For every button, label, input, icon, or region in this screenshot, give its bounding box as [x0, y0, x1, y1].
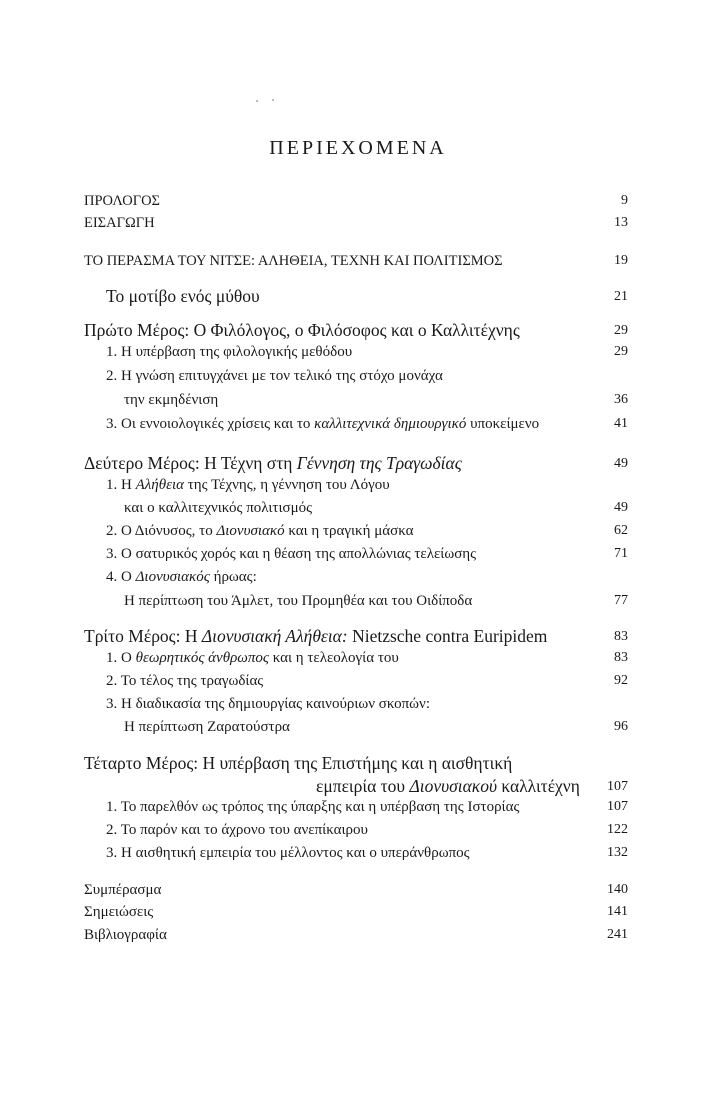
- page-title: ΠΕΡΙΕΧΟΜΕΝΑ: [269, 137, 447, 159]
- toc-page-number: 141: [607, 904, 628, 919]
- title-emphasis: Διονυσιακό: [216, 523, 285, 539]
- toc-entry-title: ΕΙΣΑΓΩΓΗ: [84, 215, 155, 231]
- toc-entry: [84, 368, 628, 390]
- toc-entry-title: Βιβλιογραφία: [84, 927, 167, 943]
- toc-page-number: 62: [614, 523, 628, 538]
- title-part: καλλιτέχνη: [496, 776, 580, 796]
- toc-page-number: 41: [614, 416, 628, 431]
- toc-entry: [84, 776, 628, 798]
- toc-page-number: 29: [614, 344, 628, 359]
- toc-page-number: 49: [614, 500, 628, 515]
- toc-entry: [84, 453, 628, 475]
- toc-page-number: 107: [607, 799, 628, 814]
- toc-page-number: 83: [614, 650, 628, 665]
- toc-entry: [84, 593, 628, 615]
- toc-page-number: 49: [614, 456, 628, 471]
- toc-entry: [84, 626, 628, 648]
- title-part: και η τραγική μάσκα: [284, 523, 414, 539]
- toc-page-number: 21: [614, 289, 628, 304]
- toc-entry-title: [106, 523, 414, 540]
- toc-entry: [84, 904, 628, 926]
- toc-entry-title: 1. Η υπέρβαση της φιλολογικής μεθόδου: [106, 344, 353, 360]
- toc-entry: [84, 344, 628, 366]
- title-emphasis: Γέννηση της Τραγωδίας: [296, 453, 462, 473]
- toc-page-number: 9: [621, 193, 628, 208]
- scan-speck: [256, 100, 258, 102]
- toc-entry-title: 2. Το παρόν και το άχρονο του ανεπίκαιρου: [106, 822, 368, 838]
- toc-entry-title: Συμπέρασμα: [84, 882, 162, 898]
- toc-entry: [84, 882, 628, 904]
- title-emphasis: Αλήθεια: [135, 477, 185, 493]
- toc-entry-title: 3. Ο σατυρικός χορός και η θέαση της απολλώνιας τελείωσης: [106, 546, 477, 562]
- toc-entry: [84, 569, 628, 591]
- title-part: εμπειρία του: [316, 776, 410, 796]
- toc-entry-title: 3. Η διαδικασία της δημιουργίας καινούριων σκοπών:: [106, 696, 431, 712]
- toc-page-number: 13: [614, 215, 628, 230]
- toc-entry: [84, 500, 628, 522]
- toc-entry: [84, 753, 628, 775]
- toc-page-number: 122: [607, 822, 628, 837]
- title-part: Τρίτο Μέρος: Η: [84, 626, 202, 646]
- toc-entry-title: [106, 477, 390, 494]
- title-part: υποκείμενο: [466, 416, 540, 432]
- toc-entry-title: ΤΟ ΠΕΡΑΣΜΑ ΤΟΥ ΝΙΤΣΕ: ΑΛΗΘΕΙΑ, ΤΕΧΝΗ ΚΑΙ ΠΟΛΙΤΙΣΜΟΣ: [84, 253, 503, 269]
- toc-entry-title: Η περίπτωση Ζαρατούστρα: [124, 719, 290, 735]
- title-part: 4. Ο: [106, 569, 136, 585]
- toc-entry: [84, 799, 628, 821]
- title-part: 1. Ο: [106, 650, 136, 666]
- toc-entry-title: Το μοτίβο ενός μύθου: [106, 286, 260, 306]
- toc-entry: [84, 416, 628, 438]
- toc-page-number: 71: [614, 546, 628, 561]
- toc-entry: [84, 822, 628, 844]
- toc-entry: [84, 696, 628, 718]
- title-part: Nietzsche contra Euripidem: [347, 626, 548, 646]
- toc-page-number: 140: [607, 882, 628, 897]
- toc-entry-title: ΠΡΟΛΟΓΟΣ: [84, 193, 160, 209]
- toc-entry-title: και ο καλλιτεχνικός πολιτισμός: [124, 500, 313, 516]
- toc-page-number: 107: [607, 779, 628, 794]
- toc-entry: [84, 286, 628, 308]
- title-part: 3. Οι εννοιολογικές χρίσεις και το: [106, 416, 315, 432]
- title-emphasis: Διονυσιακή Αλήθεια:: [201, 626, 348, 646]
- toc-page-number: 19: [614, 253, 628, 268]
- title-emphasis: Διονυσιακός: [135, 569, 210, 585]
- toc-entry-title: [106, 650, 399, 667]
- toc-entry: [84, 523, 628, 545]
- title-part: ήρωας:: [209, 569, 257, 585]
- toc-page-number: 241: [607, 927, 628, 942]
- title-part: Δεύτερο Μέρος: Η Τέχνη στη: [84, 453, 297, 473]
- toc-entry: [84, 193, 628, 215]
- toc-entry: [84, 546, 628, 568]
- toc-page-number: 96: [614, 719, 628, 734]
- toc-entry: [84, 673, 628, 695]
- title-part: 1. Η: [106, 477, 136, 493]
- toc-entry: [84, 477, 628, 499]
- toc-entry-title: [106, 416, 539, 433]
- toc-entry-title: 2. Το τέλος της τραγωδίας: [106, 673, 264, 689]
- toc-page-number: 92: [614, 673, 628, 688]
- toc-entry-title: [316, 776, 580, 797]
- toc-entry: [84, 320, 628, 342]
- title-part: και η τελεολογία του: [268, 650, 399, 666]
- title-emphasis: Διονυσιακού: [409, 776, 497, 796]
- toc-page-number: 83: [614, 629, 628, 644]
- toc-entry-title: Η περίπτωση του Άμλετ, του Προμηθέα και του Οιδίποδα: [124, 593, 473, 609]
- toc-entry: [84, 845, 628, 867]
- toc-entry-title: [84, 626, 547, 647]
- toc-entry-title: Σημειώσεις: [84, 904, 154, 920]
- scan-speck: [272, 99, 274, 101]
- toc-entry: [84, 253, 628, 275]
- title-emphasis: καλλιτεχνικά δημιουργικό: [314, 416, 467, 432]
- toc-entry: [84, 215, 628, 237]
- toc-entry: [84, 650, 628, 672]
- toc-entry-title: Πρώτο Μέρος: Ο Φιλόλογος, ο Φιλόσοφος και ο Καλλιτέχνης: [84, 320, 520, 340]
- toc-entry-title: 3. Η αισθητική εμπειρία του μέλλοντος και ο υπεράνθρωπος: [106, 845, 470, 861]
- toc-entry-title: [84, 453, 462, 474]
- toc-entry-title: την εκμηδένιση: [124, 392, 219, 408]
- toc-entry-title: 2. Η γνώση επιτυγχάνει με τον τελικό της στόχο μονάχα: [106, 368, 443, 384]
- toc-entry: [84, 719, 628, 741]
- toc-entry-title: [106, 569, 257, 586]
- toc-page-number: 36: [614, 392, 628, 407]
- toc-entry: [84, 392, 628, 414]
- toc-entry-title: 1. Το παρελθόν ως τρόπος της ύπαρξης και η υπέρβαση της Ιστορίας: [106, 799, 520, 815]
- title-part: 2. Ο Διόνυσος, το: [106, 523, 217, 539]
- title-emphasis: θεωρητικός άνθρωπος: [135, 650, 269, 666]
- toc-page-number: 132: [607, 845, 628, 860]
- toc-entry-title: Τέταρτο Μέρος: Η υπέρβαση της Επιστήμης και η αισθητική: [84, 753, 513, 773]
- toc-entry: [84, 927, 628, 949]
- title-part: της Τέχνης, η γέννηση του Λόγου: [184, 477, 390, 493]
- toc-page-number: 29: [614, 323, 628, 338]
- toc-page-number: 77: [614, 593, 628, 608]
